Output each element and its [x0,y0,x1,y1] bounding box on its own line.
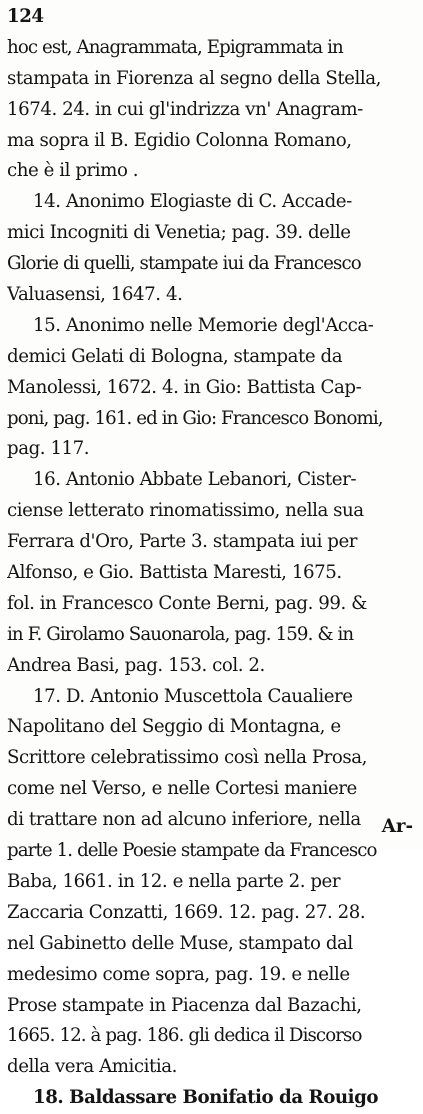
text-line: 1665. 12. à pag. 186. gli dedica il Discorso [7,1025,362,1047]
text-line: Scrittore celebratissimo così nella Prosa, [7,747,368,769]
text-line: 14. Anonimo Elogiaste di C. Accade- [33,191,352,213]
catchword: Ar- [381,816,413,837]
text-line: medesimo come sopra, pag. 19. e nelle [7,963,350,985]
text-line: della vera Amicitia. [7,1056,177,1078]
text-line: come nel Verso, e nelle Cortesi maniere [7,778,357,800]
text-line: Napolitano del Seggio di Montagna, e [7,716,341,738]
text-line: 18. Baldassare Bonifatio da Rouigo [33,1087,379,1109]
text-line: in F. Girolamo Sauonarola, pag. 159. & in [7,623,354,645]
text-line: Glorie di quelli, stampate iui da Francesco [7,253,361,275]
text-line: Prose stampate in Piacenza dal Bazachi, [7,994,362,1016]
text-line: 17. D. Antonio Muscettola Caualiere [33,685,353,707]
text-line: ma sopra il B. Egidio Colonna Romano, [7,129,352,151]
text-line: 1674. 24. in cui gl'indrizza vn' Anagram- [7,98,363,120]
text-line: mici Incogniti di Venetia; pag. 39. delle [7,222,351,244]
text-line: 16. Antonio Abbate Lebanori, Cister- [33,469,357,491]
text-line [7,2,417,33]
text-line: Zaccaria Conzatti, 1669. 12. pag. 27. 28. [7,901,366,923]
text-line: poni, pag. 161. ed in Gio: Francesco Bonomi, [7,407,383,429]
text-line: fol. in Francesco Conte Berni, pag. 99. & [7,592,367,614]
text-line: Manolessi, 1672. 4. in Gio: Battista Cap- [7,376,362,398]
text-line: Baba, 1661. in 12. e nella parte 2. per [7,870,341,892]
text-line: che è il primo . [7,160,139,182]
text-line: stampata in Fiorenza al segno della Stella, [7,67,381,89]
text-line: ciense letterato rinomatissimo, nella sua [7,500,364,522]
text-line: Andrea Basi, pag. 153. col. 2. [7,654,265,676]
text-line: pag. 117. [7,438,90,460]
page-number: 124 [7,6,44,27]
text-line: demici Gelati di Bologna, stampate da [7,345,343,367]
page-text [7,2,417,1114]
text-line: Valuasensi, 1647. 4. [7,284,183,306]
text-line: Ferrara d'Oro, Parte 3. stampata iui per [7,531,358,553]
text-line: Alfonso, e Gio. Battista Maresti, 1675. [7,562,342,584]
text-line: nel Gabinetto delle Muse, stampato dal [7,932,353,954]
text-line: parte 1. delle Poesie stampate da Francesco [7,840,377,862]
text-line: di trattare non ad alcuno inferiore, nella [7,809,361,831]
text-line: hoc est, Anagrammata, Epigrammata in [7,36,343,58]
text-line: 15. Anonimo nelle Memorie degl'Acca- [33,314,374,336]
